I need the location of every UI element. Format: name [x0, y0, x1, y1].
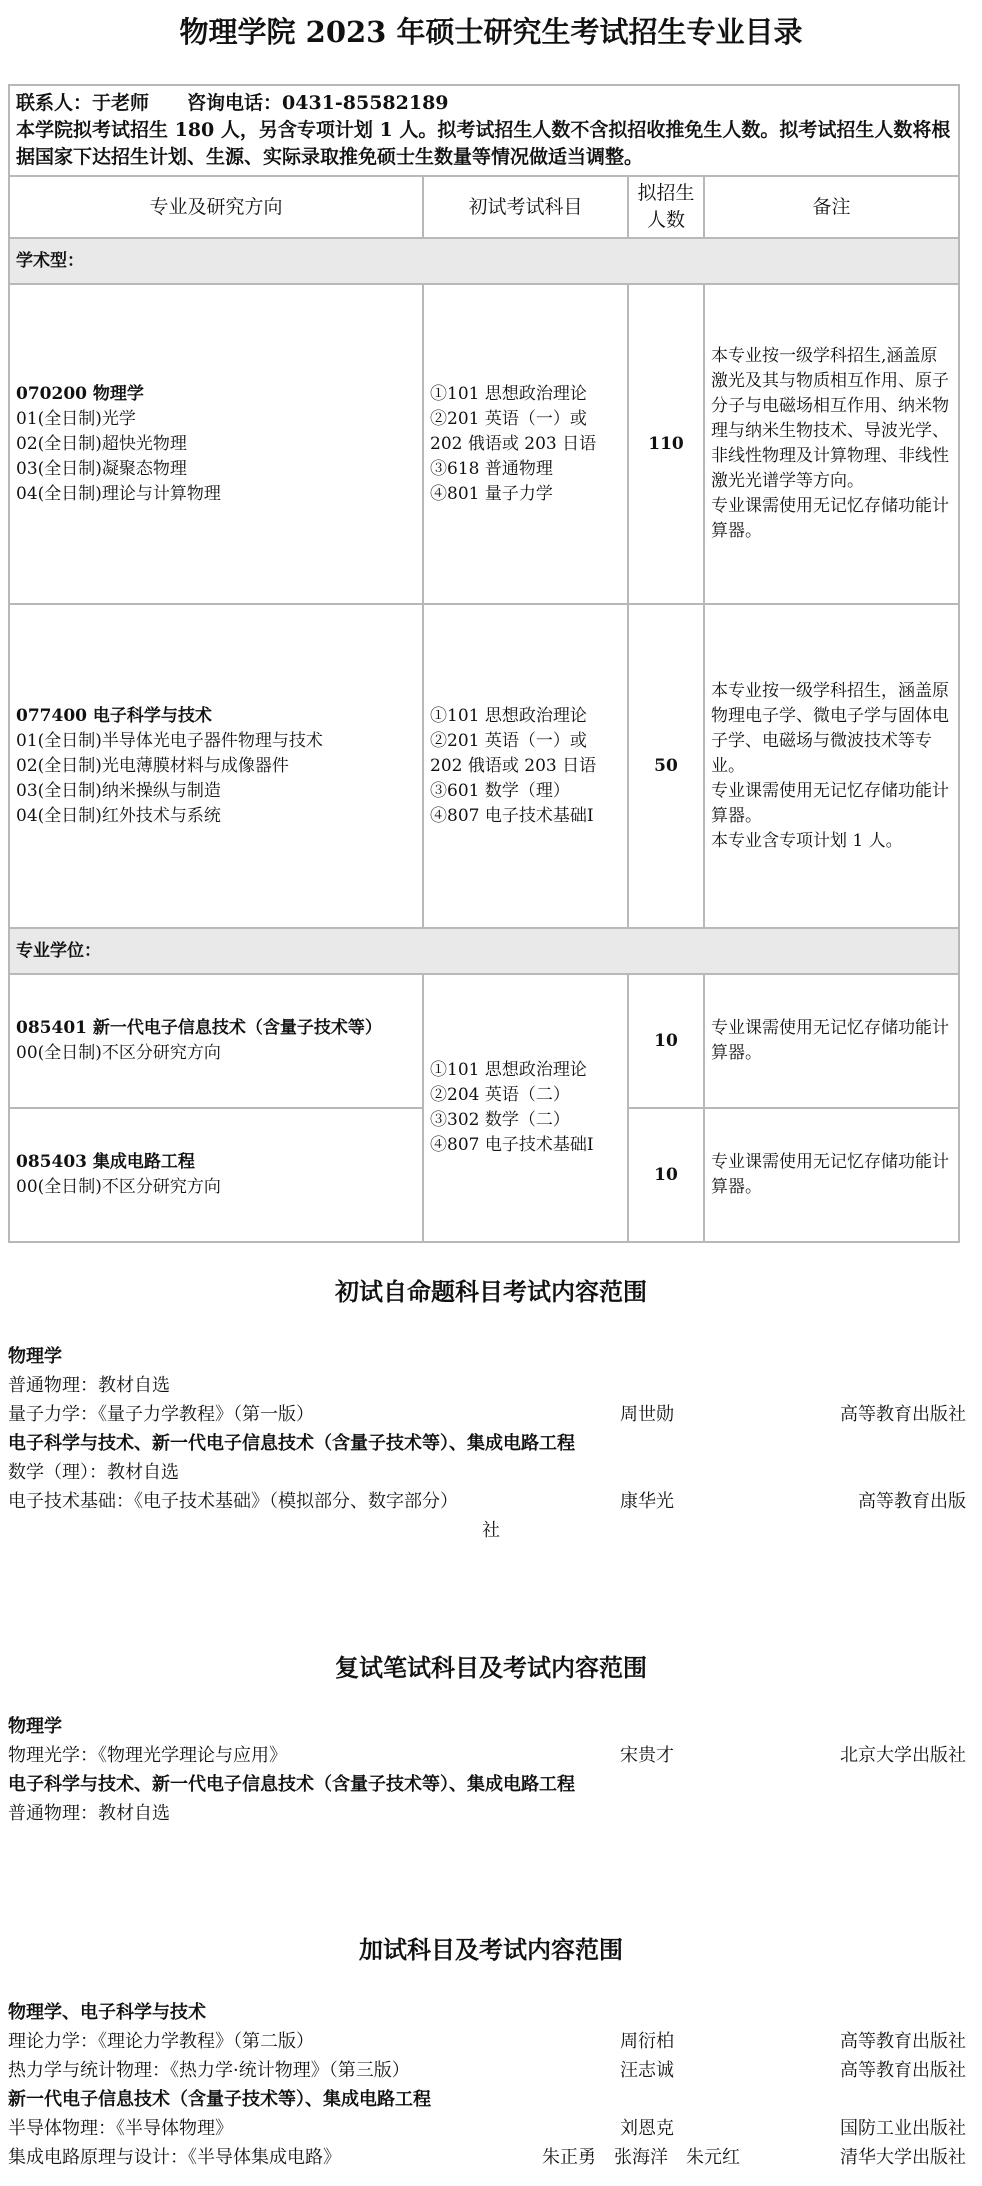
book-subject: 普通物理：教材自选	[8, 1803, 170, 1824]
catalog-table	[8, 84, 960, 1243]
list-item	[8, 2056, 968, 2085]
direction: 01(全日制)光学	[16, 408, 136, 429]
direction: 04(全日制)理论与计算物理	[16, 483, 221, 504]
exam-subject: ②201 英语（一）或	[430, 408, 587, 429]
book-publisher: 高等教育出版社	[840, 2060, 966, 2081]
major-code-name: 077400 电子科学与技术	[16, 705, 212, 726]
book-publisher: 高等教育出版	[858, 1491, 966, 1512]
list-item	[8, 1400, 968, 1429]
extra-exam-block	[8, 1998, 968, 2172]
note-text: 专业课需使用无记忆存储功能计算器。	[704, 974, 959, 1108]
book-author: 康华光	[620, 1491, 674, 1512]
exam-subject: 202 俄语或 203 日语	[430, 755, 597, 776]
extra-exam-title: 加试科目及考试内容范围	[359, 1935, 623, 1964]
book-author: 汪志诚	[620, 2060, 674, 2081]
subject-heading	[8, 1429, 968, 1458]
section-professional: 专业学位：	[9, 928, 959, 974]
retest-block	[8, 1712, 968, 1828]
major-code-name: 085403 集成电路工程	[16, 1152, 195, 1172]
exam-subject: ④807 电子技术基础Ⅰ	[430, 1135, 594, 1155]
contact-info	[9, 85, 959, 176]
retest-title: 复试笔试科目及考试内容范围	[335, 1653, 647, 1682]
page-title: 物理学院 2023 年硕士研究生考试招生专业目录	[179, 15, 803, 49]
exam-cell	[423, 974, 628, 1242]
exam-subject: ③601 数学（理）	[430, 780, 570, 801]
direction: 02(全日制)光电薄膜材料与成像器件	[16, 755, 289, 776]
subject-heading-text: 电子科学与技术、新一代电子信息技术（含量子技术等）、集成电路工程	[8, 1433, 575, 1454]
book-title: 理论力学：《理论力学教程》（第二版）	[8, 2031, 314, 2052]
major-cell	[9, 284, 423, 604]
subject-heading-text: 物理学	[8, 1716, 62, 1737]
major-code-name: 085401 新一代电子信息技术（含量子技术等）	[16, 1018, 382, 1038]
subject-heading-text: 物理学	[8, 1346, 62, 1367]
enrollment-count: 10	[628, 974, 704, 1108]
note-text: 本专业含专项计划 1 人。	[711, 830, 903, 851]
exam-subject: ①101 思想政治理论	[430, 705, 587, 726]
note-text: 本专业按一级学科招生，涵盖原物理电子学、微电子学与固体电子学、电磁场与微波技术等专业。	[711, 680, 949, 776]
book-title: 量子力学：《量子力学教程》（第一版）	[8, 1404, 314, 1425]
initial-exam-title: 初试自命题科目考试内容范围	[335, 1277, 647, 1306]
book-publisher: 北京大学出版社	[840, 1745, 966, 1766]
list-item	[8, 1487, 968, 1545]
book-title: 半导体物理：《半导体物理》	[8, 2118, 233, 2139]
header-note: 备注	[704, 176, 959, 238]
subject-heading	[8, 1712, 968, 1741]
exam-subject: ①101 思想政治理论	[430, 383, 587, 404]
book-author: 朱正勇 张海洋 朱元红	[542, 2147, 740, 2168]
note-text: 专业课需使用无记忆存储功能计算器。	[711, 496, 949, 541]
subject-heading-text: 电子科学与技术、新一代电子信息技术（含量子技术等）、集成电路工程	[8, 1774, 575, 1795]
book-publisher: 高等教育出版社	[840, 2031, 966, 2052]
enrollment-statement: 本学院拟考试招生 180 人，另含专项计划 1 人。拟考试招生人数不含拟招收推免生人数。拟考试招生人数将根据国家下达招生计划、生源、实际录取推免硕士生数量等情况做适当调整。	[16, 119, 951, 168]
enrollment-count: 10	[628, 1108, 704, 1242]
book-publisher: 高等教育出版社	[840, 1404, 966, 1425]
list-item	[8, 1458, 968, 1487]
header-major: 专业及研究方向	[9, 176, 423, 238]
book-title: 热力学与统计物理：《热力学·统计物理》（第三版）	[8, 2060, 410, 2081]
table-row	[9, 284, 959, 604]
note-text: 本专业按一级学科招生,涵盖原激光及其与物质相互作用、原子分子与电磁场相互作用、纳米物理与纳米生物技术、导波光学、非线性物理及计算物理、非线性激光光谱学等方向。	[711, 346, 949, 491]
book-author: 周衍柏	[620, 2031, 674, 2052]
header-exam: 初试考试科目	[423, 176, 628, 238]
book-author: 周世勋	[620, 1404, 674, 1425]
list-item	[8, 1799, 968, 1828]
exam-subject: ③302 数学（二）	[430, 1110, 570, 1130]
book-subject: 数学（理）：教材自选	[8, 1462, 179, 1483]
exam-subject: ④801 量子力学	[430, 483, 553, 504]
book-publisher: 国防工业出版社	[840, 2118, 966, 2139]
major-cell	[9, 974, 423, 1108]
note-cell	[704, 604, 959, 928]
note-cell	[704, 284, 959, 604]
table-row	[9, 604, 959, 928]
initial-exam-block	[8, 1342, 968, 1545]
subject-heading-text: 新一代电子信息技术（含量子技术等）、集成电路工程	[8, 2089, 431, 2110]
enrollment-count: 110	[628, 284, 704, 604]
direction: 04(全日制)红外技术与系统	[16, 805, 221, 826]
exam-subject: ③618 普通物理	[430, 458, 553, 479]
subject-heading	[8, 1998, 968, 2027]
direction: 03(全日制)纳米操纵与制造	[16, 780, 221, 801]
exam-subject: ②204 英语（二）	[430, 1085, 570, 1105]
exam-subject: ①101 思想政治理论	[430, 1060, 587, 1080]
subject-heading	[8, 2085, 968, 2114]
exam-cell	[423, 604, 628, 928]
list-item	[8, 1741, 968, 1770]
header-count: 拟招生人数	[628, 176, 704, 238]
list-item	[8, 2027, 968, 2056]
exam-subject: ②201 英语（一）或	[430, 730, 587, 751]
direction: 03(全日制)凝聚态物理	[16, 458, 187, 479]
major-code-name: 070200 物理学	[16, 383, 144, 404]
book-publisher: 清华大学出版社	[840, 2147, 966, 2168]
subject-heading	[8, 1770, 968, 1799]
book-author: 宋贵才	[620, 1745, 674, 1766]
direction: 00(全日制)不区分研究方向	[16, 1043, 221, 1063]
subject-heading-text: 物理学、电子科学与技术	[8, 2002, 206, 2023]
section-academic: 学术型：	[9, 238, 959, 284]
list-item	[8, 2114, 968, 2143]
book-author: 刘恩克	[620, 2118, 674, 2139]
book-subject: 普通物理：教材自选	[8, 1375, 170, 1396]
book-title: 电子技术基础：《电子技术基础》（模拟部分、数字部分）	[8, 1491, 458, 1512]
exam-subject: ④807 电子技术基础Ⅰ	[430, 805, 594, 826]
exam-cell	[423, 284, 628, 604]
subject-heading	[8, 1342, 968, 1371]
book-title: 集成电路原理与设计：《半导体集成电路》	[8, 2147, 341, 2168]
list-item	[8, 1371, 968, 1400]
direction: 02(全日制)超快光物理	[16, 433, 187, 454]
exam-subject: 202 俄语或 203 日语	[430, 433, 597, 454]
note-text: 专业课需使用无记忆存储功能计算器。	[704, 1108, 959, 1242]
book-title: 物理光学：《物理光学理论与应用》	[8, 1745, 287, 1766]
direction: 01(全日制)半导体光电子器件物理与技术	[16, 730, 323, 751]
major-cell	[9, 1108, 423, 1242]
book-title-wrap: 社	[482, 1520, 500, 1541]
table-row	[9, 974, 959, 1108]
direction: 00(全日制)不区分研究方向	[16, 1177, 221, 1197]
enrollment-count: 50	[628, 604, 704, 928]
major-cell	[9, 604, 423, 928]
note-text: 专业课需使用无记忆存储功能计算器。	[711, 780, 949, 826]
contact-line: 联系人：于老师 咨询电话：0431-85582189	[16, 92, 449, 114]
list-item	[8, 2143, 968, 2172]
